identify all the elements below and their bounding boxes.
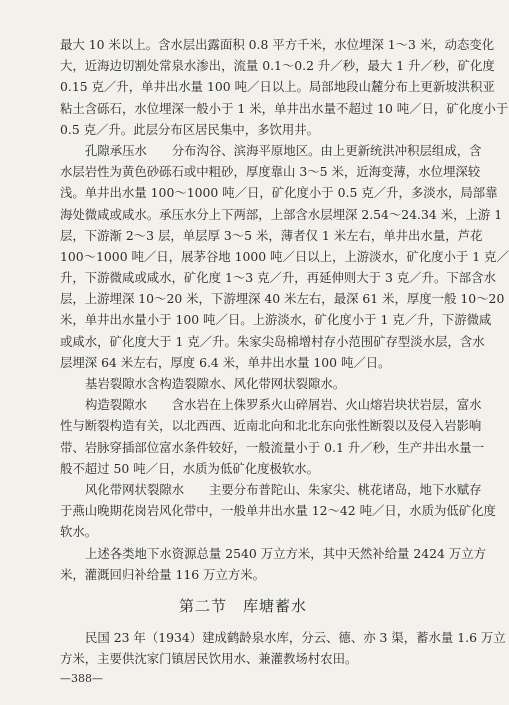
text-line: 大，近海边切割处常泉水渗出，流量 0.1～0.2 升／秒，最大 1 升／秒，矿化度 — [60, 58, 495, 74]
section-heading — [60, 591, 426, 621]
text-line: 带、岩脉穿插部位富水条件较好，一般流量小于 0.1 升／秒，生产井出水量一 — [60, 439, 485, 455]
text-line: 0.5 克／升。此层分布区居民集中，多饮用井。 — [60, 121, 320, 137]
text-line: 0.15 克／升，单井出水量 100 吨／日以上。局部地段山麓分布上更新坡洪积亚 — [60, 79, 495, 95]
text-line: 民国 23 年（1934）建成鹤龄泉水库，分云、德、亦 3 渠，蓄水量 1.6 万立 — [85, 629, 506, 645]
section-body-text — [60, 627, 506, 669]
text-line: 米，单井出水量小于 100 吨／日。上游淡水，矿化度小于 1 克／升，下游微咸 — [60, 312, 492, 328]
text-line: 层埋深 64 米左右，厚度 6.4 米，单井出水量 100 吨／日。 — [60, 354, 391, 370]
text-line: 方米，主要供沈家门镇居民饮用水、兼灌教场村农田。 — [60, 651, 358, 667]
text-line: 软水。 — [60, 524, 98, 540]
text-line: 米，灌溉回归补给量 116 万立方米。 — [60, 566, 265, 582]
text-line: 升，下游微咸或咸水，矿化度 1～3 克／升，再延伸则大于 3 克／升。下部含水 — [60, 270, 496, 286]
text-line: 构造裂隙水 含水岩在上侏罗系火山碎屑岩、火山熔岩块状岩层，富水 — [85, 397, 482, 413]
text-line: 基岩裂隙水含构造裂隙水、风化带网状裂隙水。 — [85, 376, 346, 391]
text-line: 风化带网状裂隙水 主要分布普陀山、朱家尖、桃花诸岛，地下水赋存 — [85, 481, 482, 497]
text-line: 孔隙承压水 分布沟谷、滨海平原地区。由上更新统洪冲积层组成，含 — [85, 142, 482, 158]
text-line: 100～1000 吨／日，展茅谷地 1000 吨／日以上，上游淡水，矿化度小于 1 克／ — [60, 248, 509, 264]
text-line: 或咸水，矿化度大于 1 克／升。朱家尖岛棉增村存小范围矿存型淡水层，含水 — [60, 333, 485, 349]
text-line: 层，上游埋深 10～20 米，下游埋深 40 米左右，最深 61 米，厚度一般 10～20 — [60, 291, 505, 307]
text-line: 最大 10 米以上。含水层出露面积 0.8 平方千米，水位埋深 1～3 米，动态变化 — [60, 37, 495, 52]
text-line: 性与断裂构造有关，以北西西、近南北向和北北东向张性断裂以及侵入岩影响 — [60, 418, 482, 434]
text-line: 般不超过 50 吨／日，水质为低矿化度极软水。 — [60, 460, 320, 476]
text-line: 层，下游渐 2～3 层，单层厚 3～5 米，薄者仅 1 米左右，单井出水量，芦花 — [60, 227, 483, 243]
section-number: 第二节 — [178, 596, 227, 615]
text-line: 上述各类地下水资源总量 2540 万立方米，其中天然补给量 2424 万立方 — [85, 545, 486, 561]
body-text — [60, 34, 509, 585]
section-title: 库塘蓄水 — [243, 596, 308, 615]
text-line: 于燕山晚期花岗岩风化带中，一般单井出水量 12～42 吨／日，水质为低矿化度 — [60, 503, 496, 519]
text-line: 浅。单井出水量 100～1000 吨／日，矿化度小于 0.5 克／升，多淡水，局部靠 — [60, 185, 498, 201]
text-line: 海处微咸或咸水。承压水分上下两部，上部含水层埋深 2.54～24.34 米，上游 1 — [60, 206, 503, 222]
text-line: 水层岩性为黄色砂砾石或中粗砂，厚度靠山 3～5 米，近海变薄，水位埋深较 — [60, 164, 481, 180]
page-number: —388— — [60, 672, 103, 686]
text-line: 粘土含砾石，水位埋深一般小于 1 米，单井出水量不超过 10 吨／日，矿化度小于 — [60, 100, 509, 116]
